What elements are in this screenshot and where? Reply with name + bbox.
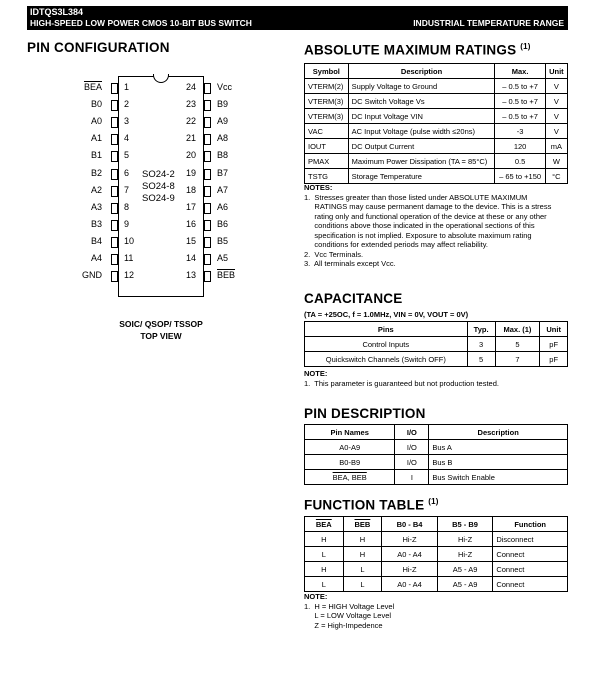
table-cell: V: [545, 94, 567, 109]
col-header: Max. (1): [495, 322, 540, 337]
table-cell: Control Inputs: [305, 337, 468, 352]
table-cell: 3: [467, 337, 495, 352]
note-line: conditions above those indicated in the operational sections of this: [304, 221, 535, 230]
table-cell: VTERM(3): [305, 94, 349, 109]
pin-name: B9: [217, 99, 229, 110]
pin-pad: [204, 117, 211, 128]
table-row: [305, 79, 568, 94]
table-cell: DC Switch Voltage Vs: [348, 94, 495, 109]
table-cell: V: [545, 109, 567, 124]
table-cell: PMAX: [305, 154, 349, 169]
table-cell: Maximum Power Dissipation (TA = 85°C): [348, 154, 495, 169]
pin-number: 23: [186, 99, 197, 110]
table-cell: TSTG: [305, 169, 349, 184]
pin-number: 5: [124, 150, 130, 161]
pin-name: B1: [90, 150, 102, 161]
table-cell: L: [305, 577, 344, 592]
table-row: [305, 547, 568, 562]
col-header: B5 - B9: [437, 517, 493, 532]
pin-pad: [111, 100, 118, 111]
table-row: [305, 562, 568, 577]
col-header: $\overline{BEA}$: [305, 517, 344, 532]
note-line: 1. Stresses greater than those listed under ABSOLUTE MAXIMUM: [304, 192, 528, 202]
capacitance-title: CAPACITANCE: [304, 291, 403, 306]
pin-number: 18: [186, 184, 197, 195]
pin-pad: [204, 203, 211, 214]
pin-name: A0: [90, 116, 102, 127]
notes-title: NOTE:: [304, 592, 328, 601]
pin-pad: [111, 134, 118, 145]
table-cell: mA: [545, 139, 567, 154]
pin-number: 8: [124, 201, 130, 212]
table-cell: L: [305, 547, 344, 562]
pin-number: 9: [124, 218, 130, 229]
header-subtitle: HIGH-SPEED LOW POWER CMOS 10-BIT BUS SWITCH: [30, 18, 252, 28]
pin-name: B3: [90, 218, 102, 229]
pin-name: A6: [217, 201, 229, 212]
table-row: [305, 139, 568, 154]
table-cell: Supply Voltage to Ground: [348, 79, 495, 94]
pin-pad: [204, 186, 211, 197]
pin-number: 20: [186, 150, 197, 161]
pin-config-title: PIN CONFIGURATION: [27, 40, 170, 55]
table-cell: Hi-Z: [382, 532, 438, 547]
notes-list: [304, 193, 570, 269]
table-row: [305, 337, 568, 352]
pin-pad: [111, 83, 118, 94]
table-row: [305, 352, 568, 367]
table-row: [305, 455, 568, 470]
pin-desc-title: PIN DESCRIPTION: [304, 406, 426, 421]
pin-name: A1: [90, 133, 102, 144]
table-cell: Bus B: [429, 455, 568, 470]
function-table-title-text: FUNCTION TABLE: [304, 497, 425, 513]
table-row: [305, 154, 568, 169]
table-cell: – 0.5 to +7: [495, 79, 545, 94]
table-cell: Connect: [493, 547, 568, 562]
table-cell: A5 - A9: [437, 562, 493, 577]
pin-pad: [111, 271, 118, 282]
caption-line: TOP VIEW: [140, 331, 182, 341]
pin-pad: [111, 203, 118, 214]
note-line: Z = High-Impedence: [304, 620, 383, 630]
pin-name: $\overline{BEB}$: [217, 270, 236, 281]
table-cell: VTERM(3): [305, 109, 349, 124]
col-header: Description: [429, 425, 568, 440]
pin-pad: [204, 220, 211, 231]
note-line: conditions for extended periods may affect reliability.: [304, 240, 488, 249]
table-cell: I/O: [395, 440, 429, 455]
table-cell: H: [305, 532, 344, 547]
pin-name: Vcc: [217, 82, 233, 92]
pin-number: 1: [124, 82, 130, 92]
package-label: SO24-9: [142, 193, 175, 204]
function-table-title: [304, 497, 439, 513]
pin-number: 11: [124, 253, 134, 263]
table-row: [305, 94, 568, 109]
abs-max-notes: [304, 183, 570, 269]
pin-name: $\overline{BEA}$: [83, 82, 102, 92]
pin-number: 7: [124, 184, 130, 195]
table-row: [305, 124, 568, 139]
pin-number: 17: [186, 201, 197, 212]
col-header: Description: [348, 64, 495, 79]
table-cell: IOUT: [305, 139, 349, 154]
note-line: L = LOW Voltage Level: [304, 611, 392, 620]
pin-pad: [204, 134, 211, 145]
col-header: $\overline{BEB}$: [343, 517, 382, 532]
pin-name: GND: [82, 270, 102, 281]
pin-pad: [111, 254, 118, 265]
pin-name: A2: [90, 184, 102, 195]
table-row: [305, 470, 568, 485]
capacitance-conditions: (TA = +25OC, f = 1.0MHz, VIN = 0V, VOUT = 0V): [304, 310, 469, 319]
pin-name: B4: [90, 235, 102, 246]
table-cell: pF: [540, 352, 568, 367]
col-header: Pins: [305, 322, 468, 337]
col-header: Unit: [540, 322, 568, 337]
abs-max-title-note: (1): [520, 42, 531, 51]
table-cell: °C: [545, 169, 567, 184]
note-line: 2. Vcc Terminals.: [304, 249, 364, 259]
pin-pad: [111, 117, 118, 128]
notes-list: [304, 379, 570, 389]
part-number: IDTQS3L384: [30, 7, 84, 17]
col-header: Pin Names: [305, 425, 395, 440]
table-cell: pF: [540, 337, 568, 352]
table-cell: L: [343, 577, 382, 592]
table-cell: VAC: [305, 124, 349, 139]
table-cell: AC Input Voltage (pulse width ≤20ns): [348, 124, 495, 139]
pin-number: 24: [186, 82, 197, 92]
pin-name: B0: [90, 99, 102, 110]
table-cell: Disconnect: [493, 532, 568, 547]
package-label: SO24-8: [142, 181, 175, 192]
pin-pad: [204, 83, 211, 94]
pin-number: 12: [124, 270, 135, 281]
abs-max-table: [304, 63, 568, 184]
notes-title: NOTES:: [304, 183, 333, 192]
package-label: SO24-2: [142, 169, 175, 180]
table-row: [305, 577, 568, 592]
pin-number: 2: [124, 99, 130, 110]
pin-name: B6: [217, 218, 229, 229]
table-cell: Connect: [493, 562, 568, 577]
pin-pad: [204, 254, 211, 265]
pin-number: 3: [124, 116, 130, 127]
capacitance-table: [304, 321, 568, 367]
pin-name: B7: [217, 167, 229, 178]
function-table-notes: [304, 592, 570, 630]
pin-number: 10: [124, 235, 135, 246]
notes-list: [304, 602, 570, 631]
pin-name: A3: [90, 201, 102, 212]
col-header: B0 - B4: [382, 517, 438, 532]
page-header: [27, 6, 568, 30]
function-table-title-note: (1): [428, 497, 439, 506]
table-cell: W: [545, 154, 567, 169]
package-caption: [100, 318, 222, 342]
pin-name: A4: [90, 253, 102, 263]
table-cell: – 65 to +150: [495, 169, 545, 184]
table-cell: A0 - A4: [382, 547, 438, 562]
table-cell: H: [343, 532, 382, 547]
note-line: rating only and functional operation of the device at these or any other: [304, 211, 547, 221]
table-row: [305, 532, 568, 547]
table-cell: 5: [467, 352, 495, 367]
pin-pad: [111, 237, 118, 248]
table-cell: DC Input Voltage VIN: [348, 109, 495, 124]
table-cell: Hi-Z: [437, 547, 493, 562]
pin-number: 21: [186, 133, 197, 144]
pin-pad: [204, 271, 211, 282]
table-cell: A0 - A4: [382, 577, 438, 592]
pin-name: B5: [217, 235, 229, 246]
col-header: Max.: [495, 64, 545, 79]
table-cell: DC Output Current: [348, 139, 495, 154]
pin-name: A7: [217, 184, 229, 195]
pin-number: 14: [186, 253, 197, 263]
pin-name: B2: [90, 167, 102, 178]
note-line: 1. H = HIGH Voltage Level: [304, 601, 395, 611]
table-cell: -3: [495, 124, 545, 139]
temperature-range: INDUSTRIAL TEMPERATURE RANGE: [413, 18, 564, 28]
pin-name: A8: [217, 133, 229, 144]
col-header: I/O: [395, 425, 429, 440]
table-cell: H: [343, 547, 382, 562]
pin-number: 13: [186, 270, 197, 281]
abs-max-title-text: ABSOLUTE MAXIMUM RATINGS: [304, 42, 517, 58]
table-cell: V: [545, 79, 567, 94]
table-cell: – 0.5 to +7: [495, 109, 545, 124]
table-cell: VTERM(2): [305, 79, 349, 94]
caption-line: SOIC/ QSOP/ TSSOP: [119, 319, 203, 329]
table-cell: I/O: [395, 455, 429, 470]
table-cell: H: [305, 562, 344, 577]
pin-number: 16: [186, 218, 197, 229]
table-cell: L: [343, 562, 382, 577]
table-row: [305, 109, 568, 124]
pin-number: 4: [124, 133, 130, 144]
table-row: [305, 169, 568, 184]
note-line: 1. This parameter is guaranteed but not production tested.: [304, 378, 499, 388]
table-cell: – 0.5 to +7: [495, 94, 545, 109]
table-cell: BEA, BEB: [305, 470, 395, 485]
table-cell: Bus Switch Enable: [429, 470, 568, 485]
pin-name: B8: [217, 150, 229, 161]
table-cell: 5: [495, 337, 540, 352]
abs-max-title: [304, 42, 531, 58]
pin-pad: [204, 100, 211, 111]
table-cell: V: [545, 124, 567, 139]
table-cell: Bus A: [429, 440, 568, 455]
pin-pad: [111, 220, 118, 231]
pin-number: 15: [186, 235, 197, 246]
table-cell: Hi-Z: [437, 532, 493, 547]
table-cell: I: [395, 470, 429, 485]
function-table: [304, 516, 568, 592]
col-header: Symbol: [305, 64, 349, 79]
pin-pad: [111, 169, 118, 180]
pin-pad: [204, 169, 211, 180]
table-cell: A0-A9: [305, 440, 395, 455]
pin-pad: [111, 151, 118, 162]
table-cell: Quickswitch Channels (Switch OFF): [305, 352, 468, 367]
col-header: Unit: [545, 64, 567, 79]
note-line: specification is not implied. Exposure to absolute maximum rating: [304, 230, 532, 240]
pin-number: 19: [186, 167, 197, 178]
pin-pad: [204, 151, 211, 162]
note-line: RATINGS may cause permanent damage to the device. This is a stress: [304, 202, 552, 211]
pin-name: A9: [217, 116, 229, 127]
table-cell: 120: [495, 139, 545, 154]
capacitance-notes: [304, 369, 570, 388]
notes-title: NOTE:: [304, 369, 328, 378]
pin-desc-table: [304, 424, 568, 485]
col-header: Typ.: [467, 322, 495, 337]
table-cell: 0.5: [495, 154, 545, 169]
pin-number: 22: [186, 116, 197, 127]
table-cell: B0-B9: [305, 455, 395, 470]
pin-number: 6: [124, 167, 130, 178]
table-cell: 7: [495, 352, 540, 367]
pin-name: A5: [217, 253, 229, 263]
col-header: Function: [493, 517, 568, 532]
note-line: 3. All terminals except Vcc.: [304, 259, 396, 268]
table-cell: Storage Temperature: [348, 169, 495, 184]
table-cell: Connect: [493, 577, 568, 592]
table-cell: Hi-Z: [382, 562, 438, 577]
table-row: [305, 440, 568, 455]
pin-pad: [204, 237, 211, 248]
pin-pad: [111, 186, 118, 197]
table-cell: A5 - A9: [437, 577, 493, 592]
